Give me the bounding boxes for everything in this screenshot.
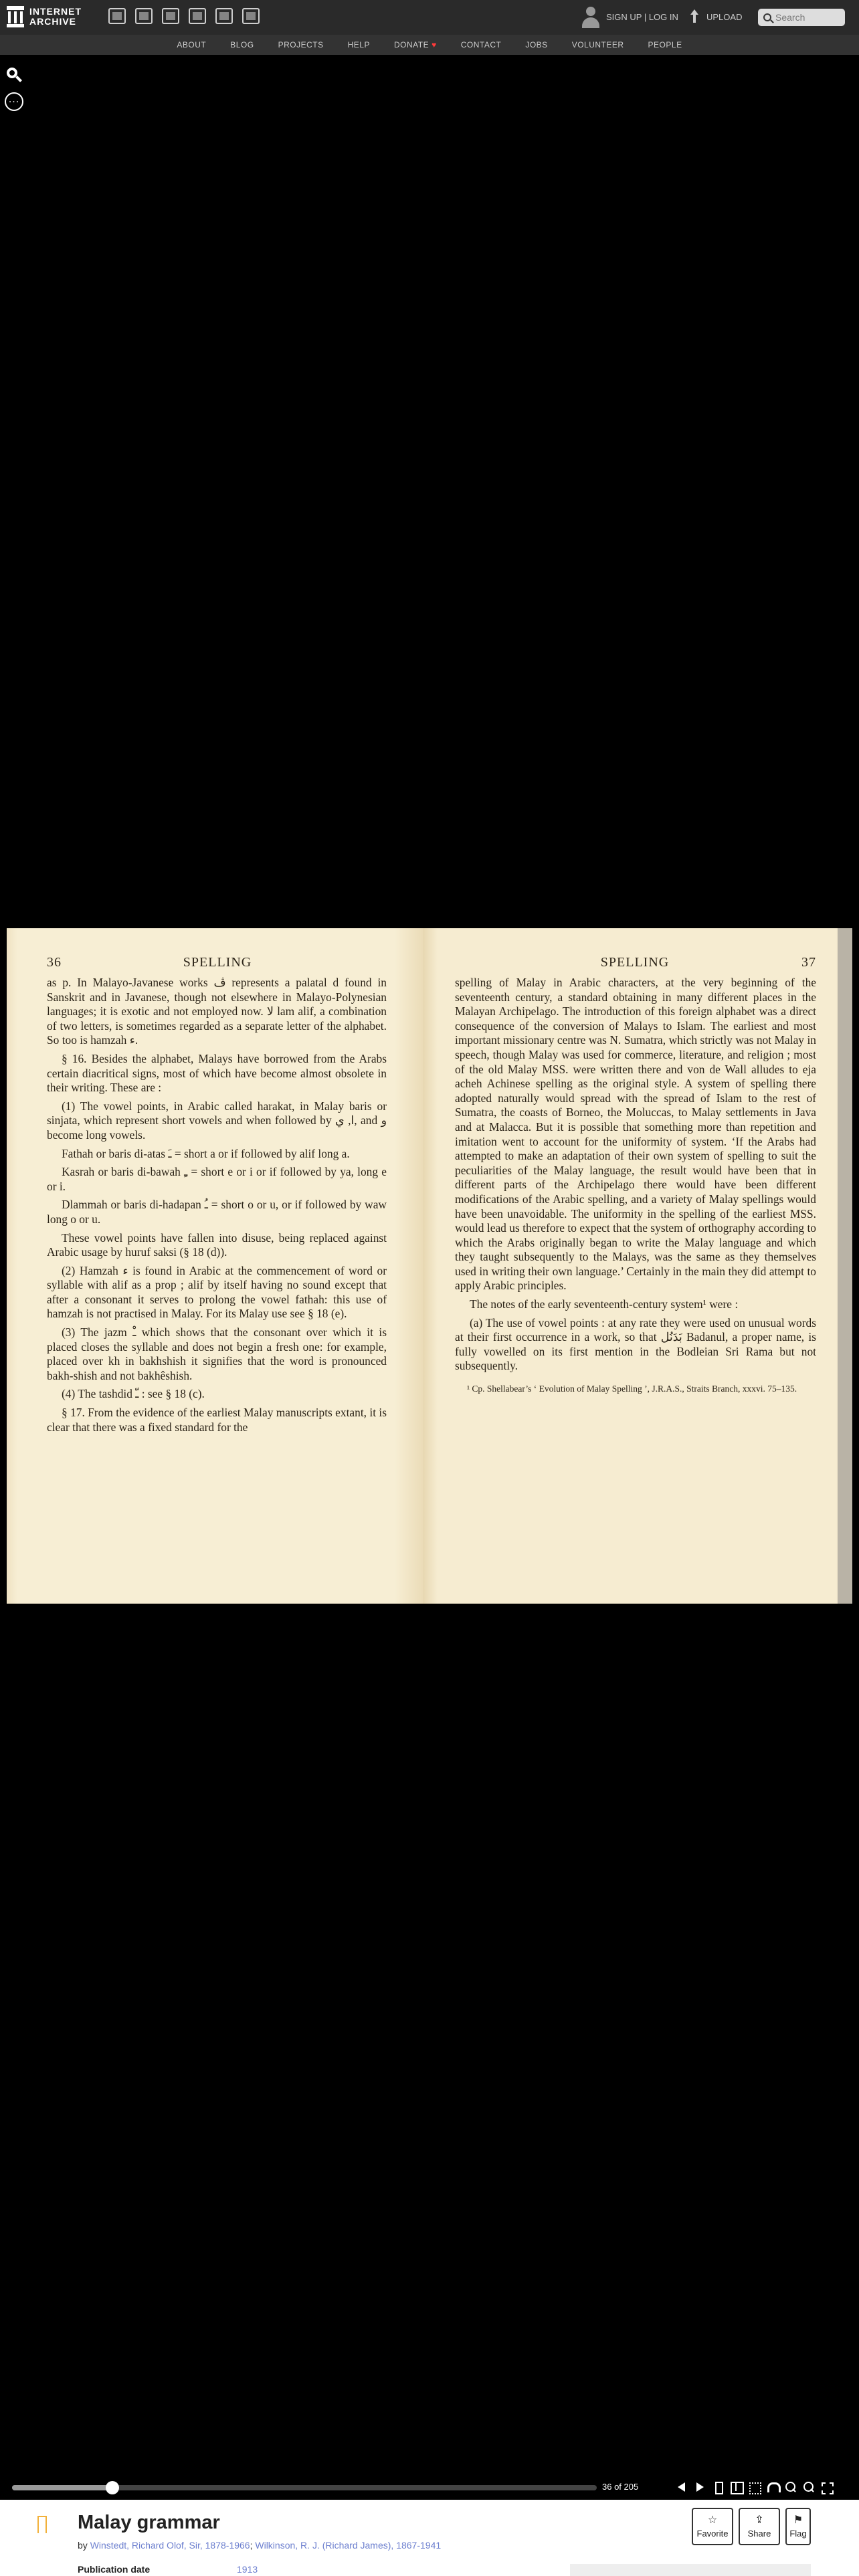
logo-line-1: INTERNET [29,6,82,17]
reader-controls [676,2480,832,2494]
one-page-icon[interactable] [712,2480,724,2494]
page-scrubber[interactable] [12,2485,597,2490]
author-link[interactable]: Wilkinson, R. J. (Richard James), 1867-1941 [255,2540,442,2551]
book-spread [7,928,852,1604]
left-paragraph: as p. In Malayo-Javanese works ڤ represents a palatal d found in Sanskrit and in Javanese, though not elsewhere in Malayo-Polynesian languages; it is exotic and not employed now. لا lam alif, a combination of two letters, is sometimes regarded as a separate letter of the alphabet. So too is hamzah ء. [47,976,387,1047]
page-stack-edge [838,928,852,1604]
left-page-number: 36 [47,955,62,970]
signup-login-link[interactable]: SIGN UP | LOG IN [606,11,678,22]
upload-button[interactable] [689,9,742,24]
more-options-icon[interactable]: ... [5,92,23,111]
flag-button[interactable] [785,2508,811,2545]
right-page-number: 37 [801,955,816,970]
logo-line-2: ARCHIVE [29,16,77,27]
left-paragraph: § 17. From the evidence of the earliest Malay manuscripts extant, it is clear that there was a fixed standard for the [47,1406,387,1434]
thumbnail-grid-icon[interactable] [748,2480,760,2494]
page-count: 36 of 205 [602,2482,639,2492]
search-icon [763,13,771,21]
left-paragraph: These vowel points have fallen into disuse, being replaced against Arabic usage by huruf saksi (§ 18 (d)). [47,1230,387,1259]
nav-jobs[interactable]: JOBS [525,40,548,49]
left-paragraph: (2) Hamzah ء is found in Arabic at the commencement of word or syllable with alif as a prop ; alif by itself having no sound except that after a consonant it serves to prolong the vowel fathah: this use of hamzah is not practised in Malay. For its Malay use see § 18 (e). [47,1263,387,1321]
heart-icon: ♥ [432,40,437,49]
audio-icon[interactable] [189,8,206,24]
nav-people[interactable]: PEOPLE [648,40,682,49]
search-input[interactable] [758,9,845,26]
share-label: Share [747,2528,771,2539]
item-info [0,2500,859,2576]
pubdate-value[interactable]: 1913 [237,2564,258,2575]
left-paragraph: Fathah or baris di-atas ـَ = short a or if followed by alif long a. [62,1146,350,1160]
by-label: by [78,2540,88,2551]
fullscreen-icon[interactable] [820,2480,832,2494]
scrubber-handle[interactable] [106,2481,119,2494]
right-paragraph: (a) The use of vowel points : at any rate they were used on unusual words at their first occurrence in a work, so that بَدَنُل Badanul, a proper name, is fully vowelled on its first mention in the Bodleian Sri Rama but not subsequently. [455,1315,816,1373]
search-placeholder: Search [775,12,805,23]
upload-label: UPLOAD [706,11,743,22]
prev-icon[interactable] [676,2480,688,2494]
left-running-title: SPELLING [183,955,252,970]
left-page[interactable] [7,928,423,1604]
footnote: ¹ Cp. Shellabear’s ‘ Evolution of Malay Spelling ’, J.R.A.S., Straits Branch, xxxvi. 75–135. [467,1384,797,1394]
favorite-button[interactable] [692,2508,733,2545]
right-page[interactable] [423,928,852,1604]
left-paragraph: (3) The jazm ـْ which shows that the consonant over which it is placed closes the syllable and does not begin a fresh one: for example, placed over kh in bakhshish it signifies that the word is pronounced bakh-shish and not bakhêshish. [47,1325,387,1382]
star-icon: ☆ [707,2514,718,2526]
flag-icon: ⚑ [793,2514,803,2526]
left-paragraph: Kasrah or baris di-bawah ـِ = short e or i or if followed by ya, long e or i. [47,1165,387,1193]
side-panel [570,2564,811,2576]
nav-donate-label: DONATE [393,40,430,49]
zoom-in-icon[interactable] [802,2480,814,2494]
nav-blog[interactable]: BLOG [230,40,254,49]
nav-about[interactable]: ABOUT [177,40,207,49]
media-type-icons [108,8,260,24]
upload-icon [689,9,700,24]
nav-contact[interactable]: CONTACT [460,40,502,49]
software-icon[interactable] [215,8,233,24]
main-nav [0,35,859,55]
byline: by Winstedt, Richard Olof, Sir, 1878-1966; Wilkinson, R. J. (Richard James), 1867-1941 [78,2540,442,2551]
zoom-out-icon[interactable] [784,2480,796,2494]
reader-toolbar [0,2474,859,2500]
left-paragraph: Dlammah or baris di-hadapan ـُ = short o or u, or if followed by waw long o or u. [47,1198,387,1226]
favorite-label: Favorite [696,2528,729,2539]
nav-projects[interactable]: PROJECTS [278,40,324,49]
share-icon: ⇪ [755,2514,764,2526]
share-button[interactable] [739,2508,780,2545]
search-inside-icon[interactable] [5,67,23,84]
user-icon[interactable] [581,5,601,28]
images-icon[interactable] [242,8,260,24]
left-paragraph: § 16. Besides the alphabet, Malays have borrowed from the Arabs certain diacritical signs, most of which have become almost obsolete in their writing. These are : [47,1051,387,1095]
nav-help[interactable]: HELP [347,40,370,49]
author-link[interactable]: Winstedt, Richard Olof, Sir, 1878-1966 [90,2540,250,2551]
texts-icon[interactable] [135,8,153,24]
nav-volunteer[interactable]: VOLUNTEER [571,40,624,49]
read-aloud-icon[interactable] [766,2480,778,2494]
right-paragraph: spelling of Malay in Arabic characters, at the very beginning of the seventeenth century, a standard obtaining in many different places in the Malayan Archipelago. The introduction of this foreign alphabet was a direct consequence of the conversion of Malays to Islam. The earliest and most important missionary centre was N. Sumatra, which strictly was not Malay in speech, though Malay was used for commerce, literature, and religion ; most of the old Malay MSS. were written there and von de Wall alludes to eja acheh Achinese spelling as the original style. A system of spelling there adopted naturally would spread with the spread of Islam to the rest of Sumatra, the coasts of Borneo, the Moluccas, to Malay settlements in Java and at Malacca. But it is possible that something more than repetition and imitation went to account for the uniformity of system. ‘If the Arabs had attempted to make an adaptation of their own system of spelling to suit the peculiarities of the Malay language, the result would have been that in different parts of the Archipelago there would have been different modifications of the Arabic spelling, and a variety of Malay spellings would have been unavoidable. The uniformity in the spelling of the earliest MSS. would lead us therefore to expect that the system of orthography according to which the Arabs originally began to write the Malay language and which they taught subsequently to the Malays, was the same as they themselves used in writing their own language.’ Certainly in the main they did attempt to apply Arabic principles. [455,976,816,1293]
flag-label: Flag [789,2528,807,2539]
left-running-head [47,955,387,970]
right-running-head [455,955,816,970]
scrubber-progress [12,2485,112,2490]
right-paragraph: The notes of the early seventeenth-century system¹ were : [470,1297,739,1311]
user-area [581,5,678,28]
item-actions [692,2508,811,2545]
video-icon[interactable] [162,8,179,24]
next-icon[interactable] [694,2480,706,2494]
internet-archive-logo[interactable] [7,6,82,27]
web-icon[interactable] [108,8,126,24]
pubdate-label: Publication date [78,2564,151,2575]
right-running-title: SPELLING [600,955,670,970]
top-bar [0,0,859,35]
nav-donate[interactable] [394,40,437,49]
two-page-icon[interactable] [730,2480,742,2494]
bookmark-icon [37,2516,47,2533]
left-paragraph: (4) The tashdid ـّ : see § 18 (c). [62,1387,205,1401]
archive-building-icon [7,6,24,27]
left-paragraph: (1) The vowel points, in Arabic called harakat, in Malay baris or sinjata, which represent short vowels and when followed by ا, ي, and و become long vowels. [47,1099,387,1142]
item-title: Malay grammar [78,2512,220,2533]
